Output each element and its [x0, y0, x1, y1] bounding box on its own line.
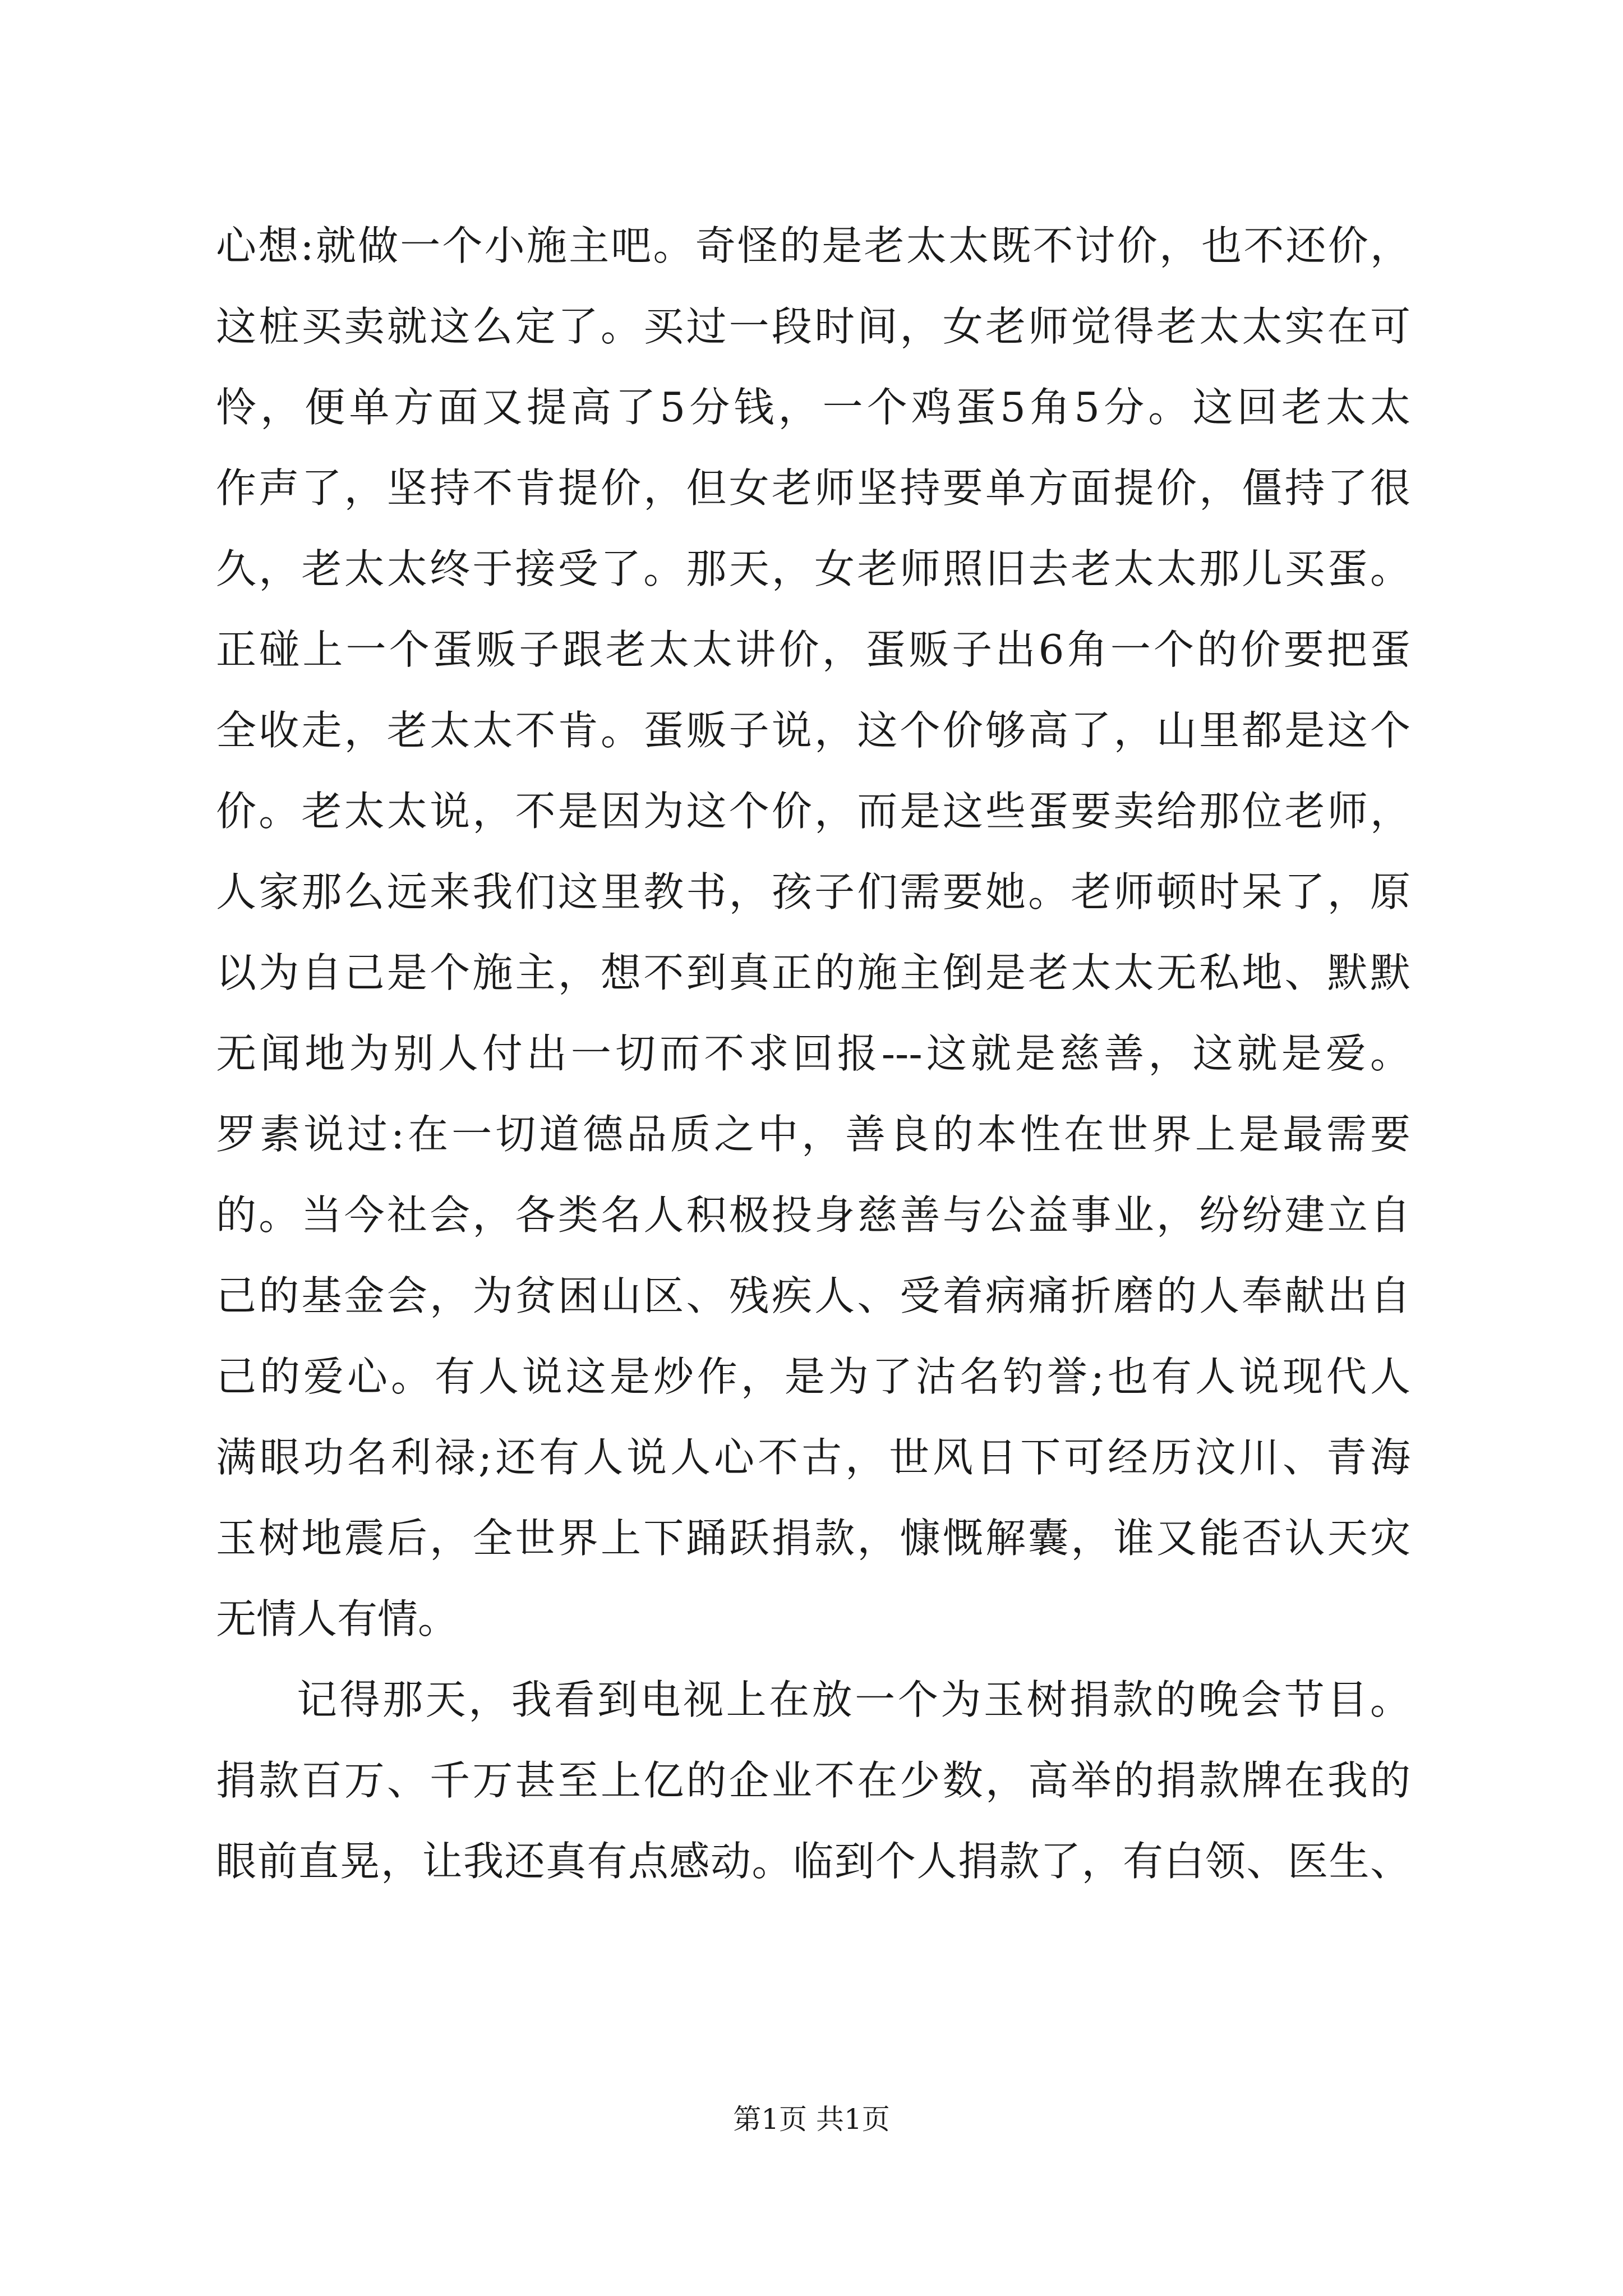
paragraph-1 [216, 205, 1410, 1659]
text-line: 己的爱心。有人说这是炒作，是为了沽名钓誉;也有人说现代人 [216, 1353, 1410, 1400]
text-line: 久，老太太终于接受了。那天，女老师照旧去老太太那儿买蛋。 [216, 545, 1410, 592]
text-line: 无情人有情。 [216, 1595, 459, 1642]
text-line: 心想:就做一个小施主吧。奇怪的是老太太既不讨价，也不还价， [216, 222, 1410, 269]
text-line: 罗素说过:在一切道德品质之中，善良的本性在世界上是最需要 [216, 1111, 1410, 1158]
page-footer [0, 2097, 1623, 2137]
paragraph-2 [216, 1659, 1410, 1902]
text-line: 的。当今社会，各类名人积极投身慈善与公益事业，纷纷建立自 [216, 1191, 1410, 1239]
text-line: 怜，便单方面又提高了5分钱，一个鸡蛋5角5分。这回老太太 [216, 384, 1410, 431]
text-line: 无闻地为别人付出一切而不求回报---这就是慈善，这就是爱。 [216, 1030, 1410, 1077]
text-line: 正碰上一个蛋贩子跟老太太讲价，蛋贩子出6角一个的价要把蛋 [216, 626, 1410, 673]
page-number-label: 第1页 共1页 [733, 2103, 890, 2136]
text-line: 眼前直晃，让我还真有点感动。临到个人捐款了，有白领、医生、 [216, 1838, 1410, 1885]
text-line: 己的基金会，为贫困山区、残疾人、受着病痛折磨的人奉献出自 [216, 1272, 1410, 1319]
text-line: 价。老太太说，不是因为这个价，而是这些蛋要卖给那位老师， [216, 788, 1410, 835]
text-line: 这桩买卖就这么定了。买过一段时间，女老师觉得老太太实在可 [216, 303, 1410, 350]
text-line: 记得那天，我看到电视上在放一个为玉树捐款的晚会节目。 [297, 1676, 1410, 1723]
text-line: 玉树地震后，全世界上下踊跃捐款，慷慨解囊，谁又能否认天灾 [216, 1515, 1410, 1562]
text-line: 作声了，坚持不肯提价，但女老师坚持要单方面提价，僵持了很 [216, 464, 1410, 512]
text-line: 以为自己是个施主，想不到真正的施主倒是老太太无私地、默默 [216, 949, 1410, 996]
text-line: 人家那么远来我们这里教书，孩子们需要她。老师顿时呆了，原 [216, 868, 1410, 915]
text-line: 全收走，老太太不肯。蛋贩子说，这个价够高了，山里都是这个 [216, 707, 1410, 754]
text-line: 捐款百万、千万甚至上亿的企业不在少数，高举的捐款牌在我的 [216, 1757, 1410, 1804]
text-line: 满眼功名利禄;还有人说人心不古，世风日下可经历汶川、青海 [216, 1434, 1410, 1481]
document-body [216, 205, 1410, 1902]
